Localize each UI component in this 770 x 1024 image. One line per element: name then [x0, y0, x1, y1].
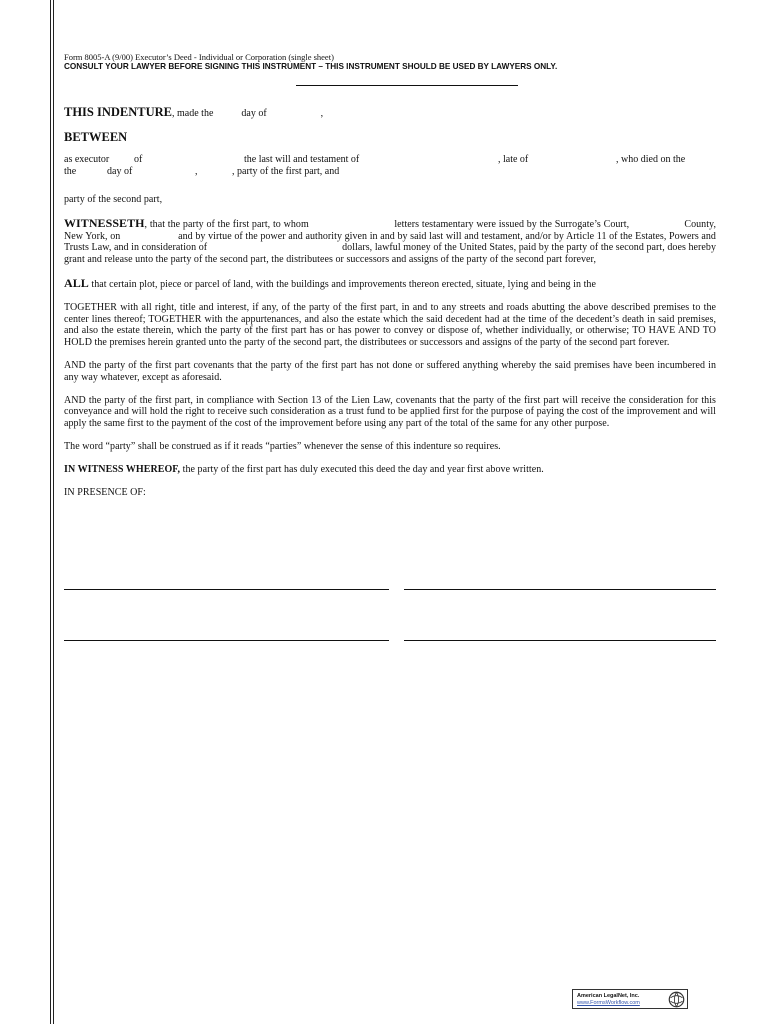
title-rule — [296, 85, 518, 86]
deed-document — [64, 52, 719, 498]
indenture-comma: , — [320, 108, 324, 119]
party-first-text: , party of the first part, and — [232, 166, 340, 177]
witness-signature-line-2[interactable] — [64, 640, 389, 642]
comma-text: , — [195, 166, 198, 177]
party-definition-paragraph: The word “party” shall be construed as if it reads “parties” whenever the sense of this indenture so requires. — [64, 440, 501, 452]
publisher-footer — [572, 989, 688, 1009]
witness-whereof-label: IN WITNESS WHEREOF, — [64, 463, 181, 475]
page-left-edge — [50, 0, 54, 1024]
all-paragraph — [64, 275, 716, 291]
of-text: of — [134, 154, 143, 165]
witness-whereof-paragraph — [64, 464, 716, 476]
day-of-text-2: day of — [107, 166, 133, 177]
made-the-text: , made the — [172, 108, 214, 119]
executor-line-1 — [64, 154, 716, 166]
all-text: that certain plot, piece or parcel of land, with the buildings and improvements thereon erected, situate, lying and being in the — [88, 278, 596, 290]
the-text: the — [64, 166, 77, 177]
indenture-label: THIS INDENTURE — [64, 105, 173, 119]
witnesseth-text: , that the party of the first part, to whom letters testamentary were issued by the Surrogate’s Court, County, New York, on and by virtue of the power and authority given in and by said last will and testament, and/or by Article 11 of the Estates, Powers and Trusts Law, and in consideration of dollars, lawful money of the United States, paid by the party of the second part, does hereby grant and release unto the party of the second part, the distributees or successors and assigns of the party of the second part forever, — [64, 218, 719, 266]
witnesseth-label: WITNESSETH — [64, 215, 145, 230]
publisher-name: American LegalNet, Inc. — [577, 993, 640, 999]
grantor-signature-line-1[interactable] — [404, 589, 716, 591]
witness-signature-line-1[interactable] — [64, 589, 389, 591]
grantor-signature-line-2[interactable] — [404, 640, 716, 642]
publisher-url[interactable]: www.FormsWorkflow.com — [577, 1000, 640, 1006]
witnesseth-paragraph — [64, 215, 719, 266]
indenture-line — [64, 106, 716, 120]
form-identifier: Form 8005-A (9/00) Executor’s Deed - Individual or Corporation (single sheet) — [64, 52, 334, 62]
globe-logo-icon — [668, 991, 685, 1008]
lawyer-warning: CONSULT YOUR LAWYER BEFORE SIGNING THIS INSTRUMENT – THIS INSTRUMENT SHOULD BE USED BY LAWYERS ONLY. — [64, 62, 558, 71]
together-paragraph: TOGETHER with all right, title and interest, if any, of the party of the first part, in and to any streets and roads abutting the above described premises to the center lines thereof; TOGETHER with the appurtenances, and also the estate which the said decedent had at the time of the decedent’s death in said premises, and also the estate therein, which the party of the first part has or has power to convey or dispose of, whether individually, or otherwise; TO HAVE AND TO HOLD the premises herein granted unto the party of the second part, the distributees or successors and assigns of the party of the second part forever. — [64, 301, 716, 349]
in-presence-of: IN PRESENCE OF: — [64, 486, 146, 498]
executor-line-2 — [64, 166, 716, 178]
day-of-text: day of — [241, 108, 267, 119]
as-executor-text: as executor — [64, 154, 110, 165]
late-of-text: , late of — [498, 154, 529, 165]
witness-whereof-text: the party of the first part has duly executed this deed the day and year first above written. — [180, 463, 544, 475]
covenant-paragraph: AND the party of the first part covenants that the party of the first part has not done or suffered anything whereby the said premises have been incumbered in any way whatever, except as aforesaid. — [64, 359, 716, 383]
party-second-text: party of the second part, — [64, 194, 163, 205]
who-died-text: , who died on the — [616, 154, 686, 165]
last-will-text: the last will and testament of — [244, 154, 360, 165]
all-label: ALL — [64, 275, 89, 290]
lien-law-paragraph: AND the party of the first part, in compliance with Section 13 of the Lien Law, covenants that the party of the first part will receive the consideration for this conveyance and will hold the right to receive such consideration as a trust fund to be applied first for the purpose of paying the cost of the improvement and will apply the same first to the payment of the cost of the improvement before using any part of the total of the same for any other purpose. — [64, 394, 716, 430]
between-heading: BETWEEN — [64, 130, 128, 144]
